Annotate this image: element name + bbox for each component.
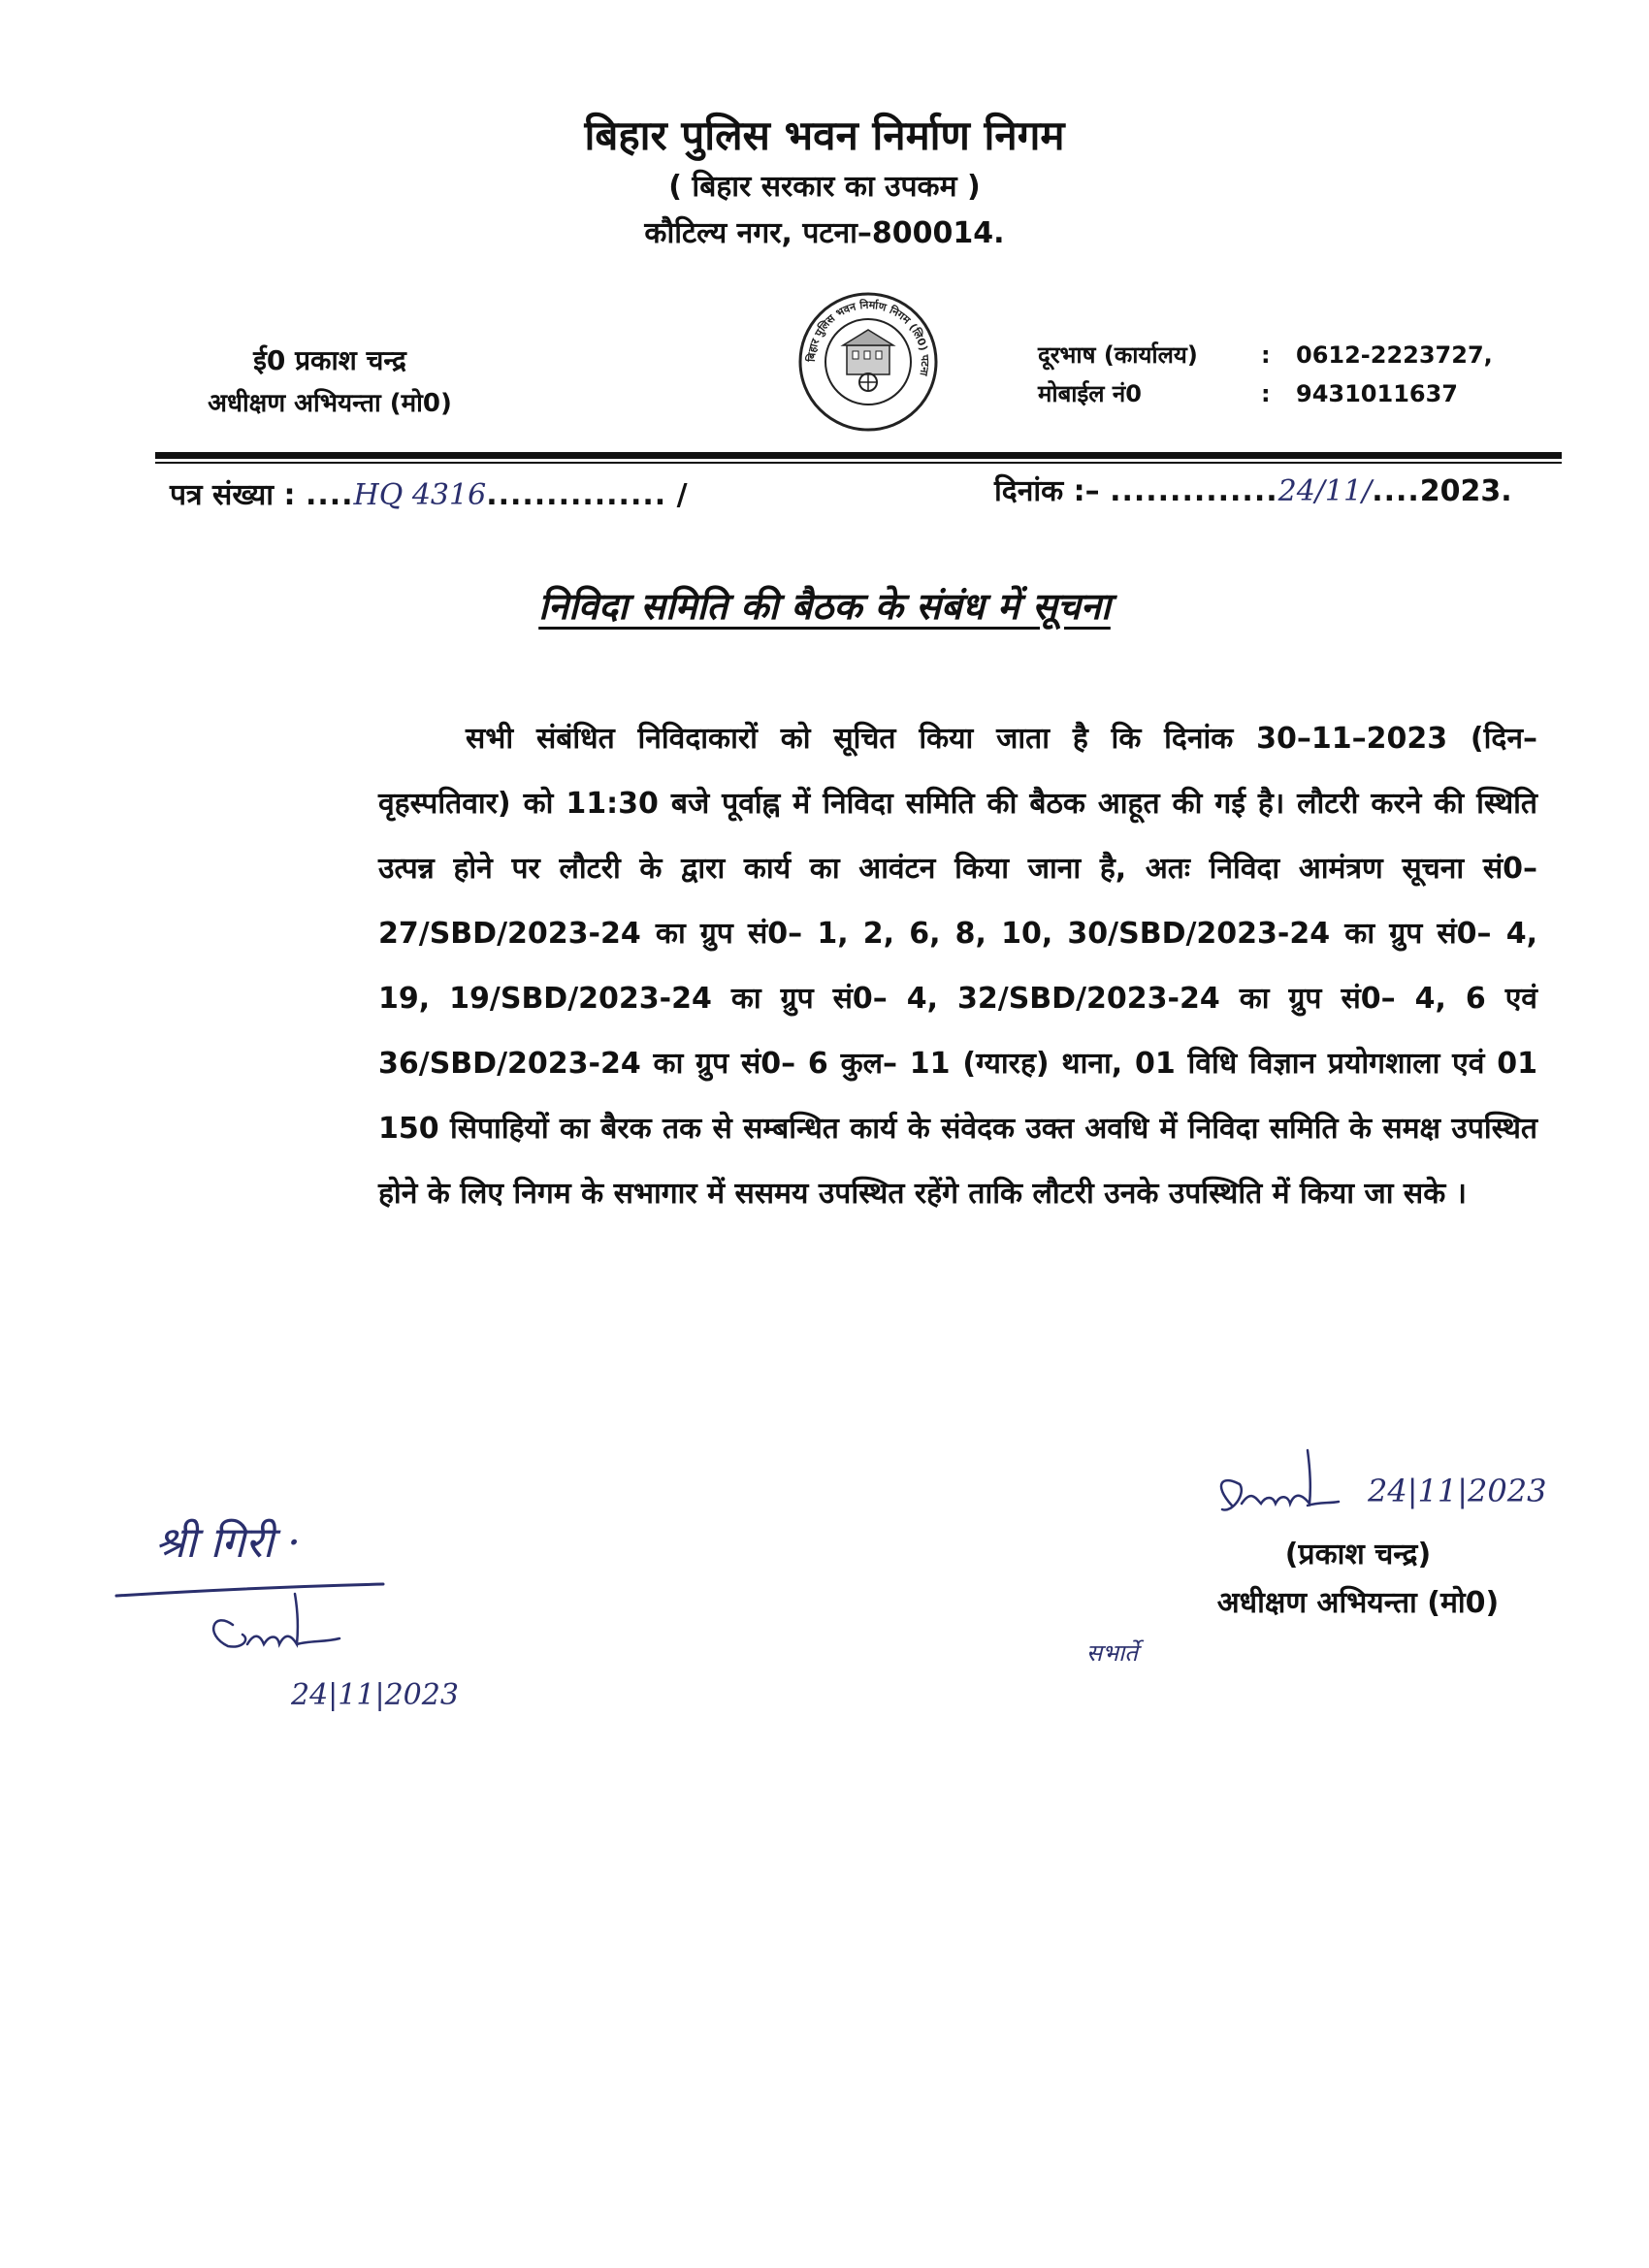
signatory-name: (प्रकाश चन्द्र) xyxy=(1284,1538,1432,1571)
svg-text:श्री गिरी ·: श्री गिरी · xyxy=(155,1518,302,1568)
phone-row: दूरभाष (कार्यालय) : 0612-2223727, xyxy=(1038,336,1493,374)
officer-designation: अधीक्षण अभियन्ता (मो0) xyxy=(208,389,452,418)
contact-block xyxy=(1038,336,1493,413)
header-divider-thick xyxy=(155,452,1562,459)
handwritten-signature xyxy=(1164,1445,1591,1542)
letter-number-suffix: / xyxy=(676,478,688,512)
corporation-seal-logo xyxy=(781,289,955,435)
mobile-value: 9431011637 xyxy=(1296,380,1458,407)
subject-heading: निविदा समिति की बैठक के संबंध में सूचना xyxy=(538,585,1111,628)
svg-text:24|11|2023: 24|11|2023 xyxy=(291,1678,459,1712)
seal-text: बिहार पुलिस भवन निर्माण निगम (लि0) पटना xyxy=(804,298,932,377)
letter-date-row: दिनांक :– ..............24/11/....2023. xyxy=(994,474,1512,508)
date-handwritten: 24/11/ xyxy=(1277,474,1373,508)
header-divider-thin xyxy=(155,462,1562,464)
mobile-label: मोबाईल नं0 xyxy=(1038,380,1142,407)
mobile-row: मोबाईल नं0 : 9431011637 xyxy=(1038,374,1493,413)
organization-address: कौटिल्य नगर, पटना–800014. xyxy=(644,216,1005,250)
signatory-designation: अधीक्षण अभियन्ता (मो0) xyxy=(1216,1586,1500,1620)
organization-subtitle: ( बिहार सरकार का उपकम ) xyxy=(668,170,981,204)
letter-number-handwritten: HQ 4316 xyxy=(353,478,487,512)
svg-text:सभार्ते: सभार्ते xyxy=(1086,1639,1138,1667)
date-label: दिनांक :– xyxy=(994,474,1100,508)
letter-number-row: पत्र संख्या : ....HQ 4316............... / xyxy=(170,478,688,512)
officer-name: ई0 प्रकाश चन्द्र xyxy=(253,344,406,376)
organization-name: बिहार पुलिस भवन निर्माण निगम xyxy=(584,112,1065,159)
notice-body-text: सभी संबंधित निविदाकारों को सूचित किया जाता है कि दिनांक 30–11–2023 (दिन– वृहस्पतिवार) को 11:30 बजे पूर्वाह्न में निविदा समिति की बैठक आहूत की गई है। लौटरी करने की स्थिति उत्पन्न होने पर लौटरी के द्वारा कार्य का आवंटन किया जाना है, अतः निविदा आमंत्रण सूचना सं0– 27/SBD/2023-24 का ग्रुप सं0– 1, 2, 6, 8, 10, 30/SBD/2023-24 का ग्रुप सं0– 4, 19, 19/SBD/2023-24 का ग्रुप सं0– 4, 32/SBD/2023-24 का ग्रुप सं0– 4, 6 एवं 36/SBD/2023-24 का ग्रुप सं0– 6 कुल– 11 (ग्यारह) थाना, 01 विधि विज्ञान प्रयोगशाला एवं 01 150 सिपाहियों का बैरक तक से सम्बन्धित कार्य के संवेदक उक्त अवधि में निविदा समिति के समक्ष उपस्थित होने के लिए निगम के सभागार में ससमय उपस्थित रहेंगे ताकि लौटरी उनके उपस्थिति में किया जा सके । xyxy=(378,722,1537,1211)
phone-label: दूरभाष (कार्यालय) xyxy=(1038,341,1198,369)
phone-value: 0612-2223727, xyxy=(1296,341,1493,369)
svg-text:24|11|2023: 24|11|2023 xyxy=(1368,1473,1547,1509)
handwritten-note-left xyxy=(107,1489,459,1722)
handwritten-initials xyxy=(1086,1630,1203,1678)
date-year: 2023. xyxy=(1419,474,1512,508)
letter-number-label: पत्र संख्या : xyxy=(170,478,296,512)
notice-body xyxy=(378,706,1537,1226)
